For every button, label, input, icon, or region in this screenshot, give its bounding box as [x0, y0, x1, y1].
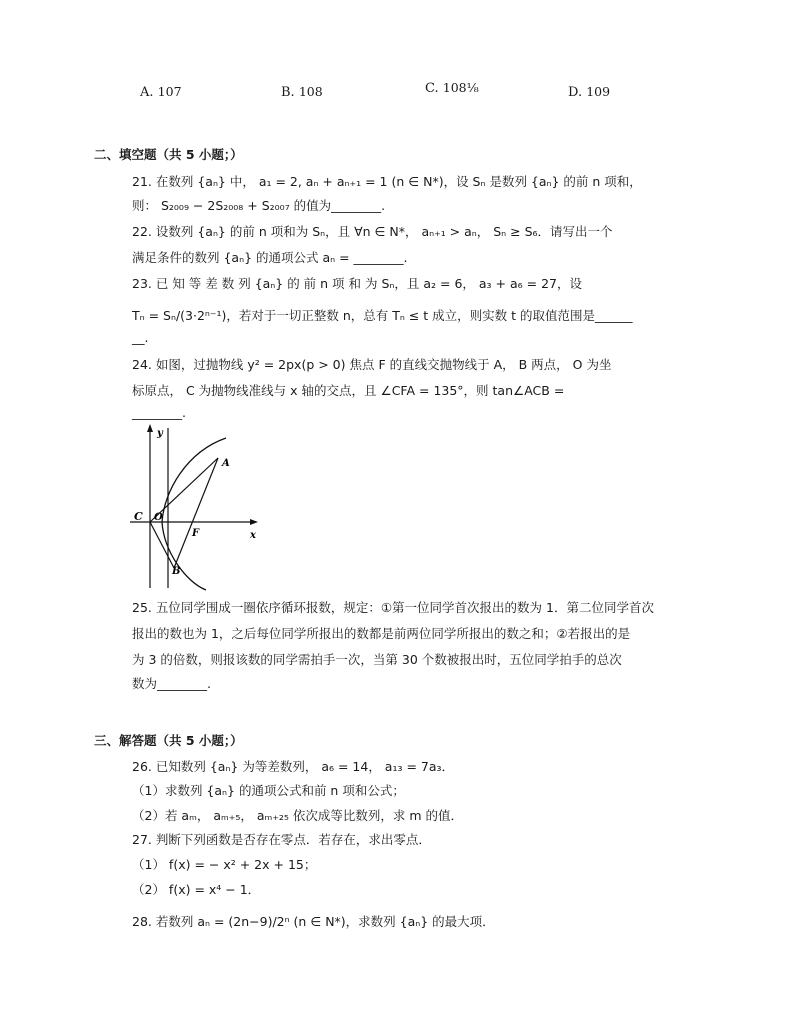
label-f: F: [192, 528, 200, 539]
label-x: x: [250, 530, 256, 541]
question-21-line-2: 则： S₂₀₀₉ − 2S₂₀₀₈ + S₂₀₀₇ 的值为________.: [132, 198, 386, 213]
question-23-line-3: __.: [132, 330, 149, 345]
option-letter: A.: [140, 85, 154, 100]
option-value: 108⅛: [442, 80, 479, 95]
option-c: [425, 80, 479, 96]
question-25-line-1: 25. 五位同学围成一圈依序循环报数，规定：①第一位同学首次报出的数为 1．第二位同学首次: [132, 600, 654, 615]
label-o: O: [154, 512, 163, 523]
question-23-line-1: 23. 已 知 等 差 数 列 {aₙ} 的 前 n 项 和 为 Sₙ，且 a₂ = 6， a₃ + a₆ = 27，设: [132, 276, 582, 291]
question-26-line-1: 26. 已知数列 {aₙ} 为等差数列， a₆ = 14， a₁₃ = 7a₃．: [132, 759, 455, 774]
question-24-line-1: 24. 如图，过抛物线 y² = 2px(p > 0) 焦点 F 的直线交抛物线于 A， B 两点， O 为坐: [132, 357, 612, 372]
focal-chord: [174, 458, 218, 568]
question-27-line-1: 27. 判断下列函数是否存在零点．若存在，求出零点．: [132, 832, 431, 847]
question-22-line-1: 22. 设数列 {aₙ} 的前 n 项和为 Sₙ，且 ∀n ∈ N*， aₙ₊₁ > aₙ， Sₙ ≥ S₆．请写出一个: [132, 224, 613, 239]
question-26-sub-2: （2）若 aₘ， aₘ₊₅， aₘ₊₂₅ 依次成等比数列，求 m 的值．: [132, 808, 464, 823]
question-27-sub-1: （1） f(x) = − x² + 2x + 15；: [132, 857, 317, 872]
parabola-figure: [126, 422, 266, 592]
line-cb: [150, 522, 174, 568]
label-y: y: [157, 428, 163, 439]
section-title-solve: 三、解答题（共 5 小题；）: [94, 733, 243, 748]
question-26-sub-1: （1）求数列 {aₙ} 的通项公式和前 n 项和公式；: [132, 783, 405, 798]
question-25-line-2: 报出的数也为 1，之后每位同学所报出的数都是前两位同学所报出的数之和；②若报出的是: [132, 626, 631, 641]
option-b: [281, 84, 323, 100]
question-27-sub-2: （2） f(x) = x⁴ − 1．: [132, 882, 261, 897]
option-value: 109: [586, 84, 611, 99]
option-d: [568, 84, 610, 100]
option-letter: D.: [568, 85, 583, 100]
option-letter: C.: [425, 81, 439, 96]
option-a: [140, 84, 182, 100]
section-title-fill-in: 二、填空题（共 5 小题；）: [94, 147, 243, 162]
label-b: B: [172, 566, 181, 577]
x-axis-arrow: [250, 519, 258, 525]
question-25-line-4: 数为________.: [132, 676, 211, 691]
question-25-line-3: 为 3 的倍数，则报该数的同学需拍手一次，当第 30 个数被报出时，五位同学拍手的总次: [132, 652, 622, 667]
option-value: 108: [298, 84, 323, 99]
option-value: 107: [157, 84, 182, 99]
label-c: C: [134, 510, 143, 523]
option-letter: B.: [281, 85, 295, 100]
label-a: A: [222, 458, 230, 469]
question-23-line-2: Tₙ = Sₙ/(3·2ⁿ⁻¹)，若对于一切正整数 n，总有 Tₙ ≤ t 成立，则实数 t 的取值范围是______: [132, 308, 633, 323]
question-24-line-2: 标原点， C 为抛物线准线与 x 轴的交点，且 ∠CFA = 135°，则 tan∠ACB =: [132, 383, 565, 398]
question-28-line-1: 28. 若数列 aₙ = (2n−9)/2ⁿ (n ∈ N*)，求数列 {aₙ} 的最大项．: [132, 914, 495, 929]
question-24-line-3: ________.: [132, 405, 186, 420]
question-21-line-1: 21. 在数列 {aₙ} 中， a₁ = 2, aₙ + aₙ₊₁ = 1 (n ∈ N*)，设 Sₙ 是数列 {aₙ} 的前 n 项和，: [132, 174, 642, 189]
y-axis-arrow: [147, 424, 153, 432]
question-22-line-2: 满足条件的数列 {aₙ} 的通项公式 aₙ = ________.: [132, 250, 408, 265]
